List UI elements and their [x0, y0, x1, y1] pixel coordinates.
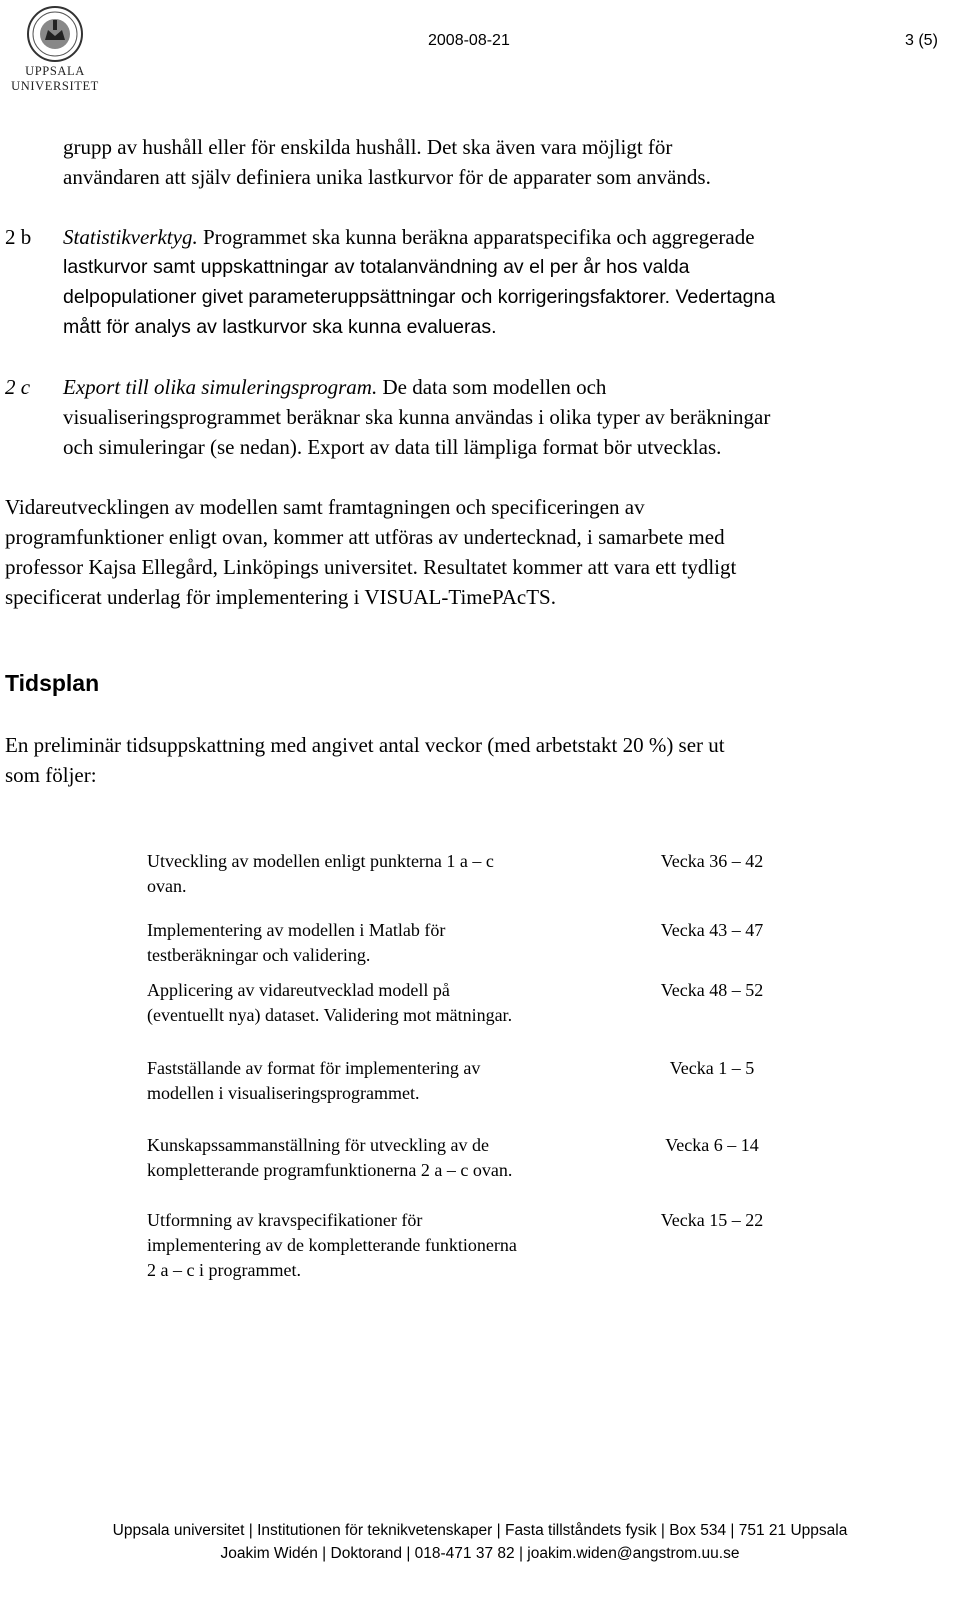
item-2c-text: [63, 372, 770, 462]
continuation-paragraph: [63, 132, 711, 192]
schedule-week: Vecka 48 – 52: [660, 980, 764, 1000]
development-line: specificerat underlag för implementering i VISUAL-TimePAcTS.: [5, 585, 556, 609]
logo-text-line1: UPPSALA: [25, 64, 85, 78]
item-2b-line: lastkurvor samt uppskattningar av totalanvändning av el per år hos valda: [63, 256, 690, 278]
page-number: 3 (5): [905, 32, 938, 49]
item-2b-text: [63, 222, 775, 342]
tidsplan-intro-line: som följer:: [5, 763, 97, 787]
schedule-week: Vecka 36 – 42: [660, 851, 764, 871]
development-line: professor Kajsa Ellegård, Linköpings universitet. Resultatet kommer att vara ett tydligt: [5, 555, 737, 579]
development-line: programfunktioner enligt ovan, kommer att utföras av undertecknad, i samarbete med: [5, 525, 725, 549]
schedule-task: Kunskapssammanställning för utveckling av de kompletterande programfunktionerna 2 a – c ovan.: [147, 1135, 513, 1180]
item-2c-label: 2 c: [5, 375, 31, 399]
header-date: 2008-08-21: [428, 32, 510, 49]
schedule-task: Implementering av modellen i Matlab för testberäkningar och validering.: [147, 920, 446, 965]
item-2b-label: 2 b: [5, 225, 32, 249]
footer-line: Joakim Widén | Doktorand | 018-471 37 82 | joakim.widen@angstrom.uu.se: [220, 1545, 740, 1562]
footer-line: Uppsala universitet | Institutionen för teknikvetenskaper | Fasta tillståndets fysik | Box 534 | 751 21 Uppsala: [112, 1522, 848, 1539]
development-paragraph: [5, 492, 736, 612]
item-2b-line: mått för analys av lastkurvor ska kunna evalueras.: [63, 316, 497, 338]
schedule-task: Applicering av vidareutvecklad modell på (eventuellt nya) dataset. Validering mot mätningar.: [147, 980, 513, 1025]
schedule-week: Vecka 6 – 14: [665, 1135, 759, 1155]
item-2b-line: Statistikverktyg. Programmet ska kunna beräkna apparatspecifika och aggregerade: [63, 225, 755, 249]
tidsplan-intro-line: En preliminär tidsuppskattning med angivet antal veckor (med arbetstakt 20 %) ser ut: [5, 733, 725, 757]
item-2c-line: Export till olika simuleringsprogram. De data som modellen och: [63, 375, 607, 399]
item-2c-line: visualiseringsprogrammet beräknar ska kunna användas i olika typer av beräkningar: [63, 405, 771, 429]
schedule-task: Utveckling av modellen enligt punkterna 1 a – c ovan.: [147, 851, 494, 896]
item-2c-line: och simuleringar (se nedan). Export av data till lämpliga format bör utvecklas.: [63, 435, 722, 459]
continuation-line: användaren att själv definiera unika lastkurvor för de apparater som används.: [63, 165, 711, 189]
schedule-task: Fastställande av format för implementering av modellen i visualiseringsprogrammet.: [147, 1058, 481, 1103]
logo-text-line2: UNIVERSITET: [11, 79, 99, 93]
university-seal-icon: [5, 4, 105, 68]
schedule-week: Vecka 15 – 22: [660, 1210, 764, 1230]
item-2b-line: delpopulationer givet parameteruppsättningar och korrigeringsfaktorer. Vedertagna: [63, 286, 776, 308]
schedule-week: Vecka 1 – 5: [669, 1058, 755, 1078]
item-2b-title: Statistikverktyg.: [63, 225, 198, 249]
schedule-task: Utformning av kravspecifikationer för implementering av de kompletterande funktionerna 2 a – c i programmet.: [147, 1210, 517, 1280]
tidsplan-intro: [5, 730, 725, 790]
university-logo: [5, 4, 105, 96]
continuation-line: grupp av hushåll eller för enskilda hushåll. Det ska även vara möjligt för: [63, 135, 673, 159]
development-line: Vidareutvecklingen av modellen samt framtagningen och specificeringen av: [5, 495, 645, 519]
section-heading-tidsplan: Tidsplan: [5, 670, 100, 696]
item-2c-title: Export till olika simuleringsprogram.: [63, 375, 378, 399]
schedule-week: Vecka 43 – 47: [660, 920, 764, 940]
